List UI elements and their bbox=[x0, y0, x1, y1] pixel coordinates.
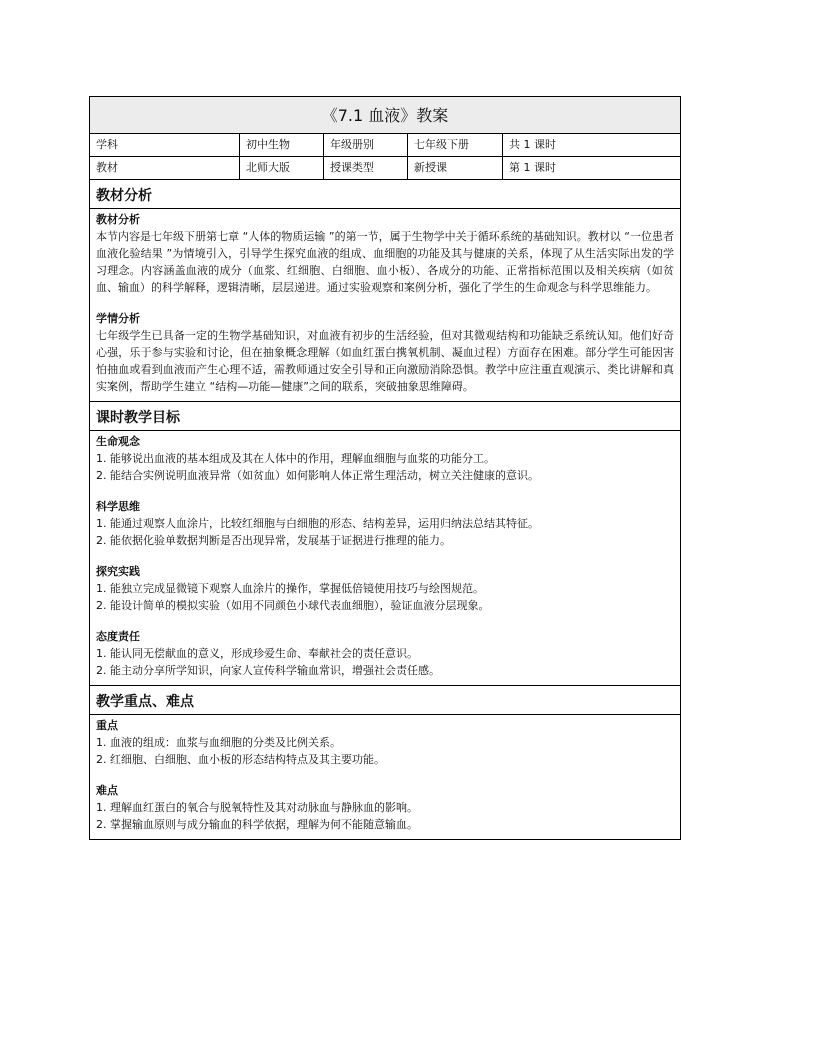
list-item: 1. 能认同无偿献血的意义，形成珍爱生命、奉献社会的责任意识。 bbox=[96, 647, 418, 660]
section-body bbox=[90, 209, 680, 401]
info-cell: 共 1 课时 bbox=[509, 138, 556, 151]
list-item: 1. 能独立完成显微镜下观察人血涂片的操作，掌握低倍镜使用技巧与绘图规范。 bbox=[96, 582, 484, 595]
paragraph: 本节内容是七年级下册第七章 “人体的物质运输 ”的第一节，属于生物学中关于循环系统的基础知识。教材以 “一位患者血液化验结果 ”为情境引入，引导学生探究血液的组成、血细胞的功能及其与健康的关系，体现了从生活实际出发的学习理念。内容涵盖血液的成分（血浆、红细胞、白细胞、血小板）、各成分的功能、正常指标范围以及相关疾病（如贫血、输血）的科学解释，逻辑清晰，层层递进。通过实验观察和案例分析，强化了学生的生命观念与科学思维能力。 bbox=[96, 230, 674, 294]
list-item: 2. 能依据化验单数据判断是否出现异常，发展基于证据进行推理的能力。 bbox=[96, 534, 451, 547]
spacer bbox=[96, 549, 674, 563]
info-cell: 北师大版 bbox=[240, 157, 324, 179]
info-cell: 授课类型 bbox=[324, 157, 408, 179]
objectives-section bbox=[90, 406, 680, 686]
list-item: 2. 能主动分享所学知识，向家人宣传科学输血常识，增强社会责任感。 bbox=[96, 664, 440, 677]
info-cell: 教材 bbox=[90, 157, 240, 179]
list-item: 1. 血液的组成：血浆与血细胞的分类及比例关系。 bbox=[96, 736, 341, 749]
subheading: 重点 bbox=[96, 719, 118, 732]
subheading: 态度责任 bbox=[96, 630, 140, 643]
spacer bbox=[96, 614, 674, 628]
spacer bbox=[96, 484, 674, 498]
list-item: 1. 理解血红蛋白的氧合与脱氧特性及其对动脉血与静脉血的影响。 bbox=[96, 801, 418, 814]
info-row bbox=[90, 134, 680, 157]
info-cell: 年级册别 bbox=[324, 134, 408, 156]
subheading: 探究实践 bbox=[96, 565, 140, 578]
info-cell: 新授课 bbox=[408, 157, 503, 179]
section-body bbox=[90, 715, 680, 839]
list-item: 2. 红细胞、白细胞、血小板的形态结构特点及其主要功能。 bbox=[96, 753, 385, 766]
document-title: 《7.1 血液》教案 bbox=[90, 97, 680, 134]
subheading: 科学思维 bbox=[96, 500, 140, 513]
subheading: 学情分析 bbox=[96, 312, 140, 325]
spacer bbox=[96, 296, 674, 310]
subheading: 难点 bbox=[96, 784, 118, 797]
section-heading: 教学重点、难点 bbox=[90, 690, 680, 715]
info-row bbox=[90, 157, 680, 180]
list-item: 2. 能设计简单的模拟实验（如用不同颜色小球代表血细胞），验证血液分层现象。 bbox=[96, 599, 490, 612]
info-cell: 学科 bbox=[90, 134, 240, 156]
subheading: 教材分析 bbox=[96, 213, 140, 226]
lesson-plan-document bbox=[89, 96, 681, 840]
analysis-section bbox=[90, 184, 680, 402]
list-item: 2. 掌握输血原则与成分输血的科学依据，理解为何不能随意输血。 bbox=[96, 818, 418, 831]
section-heading: 课时教学目标 bbox=[90, 406, 680, 431]
key-points-section bbox=[90, 690, 680, 839]
info-cell: 七年级下册 bbox=[408, 134, 503, 156]
paragraph: 七年级学生已具备一定的生物学基础知识，对血液有初步的生活经验，但对其微观结构和功能缺乏系统认知。他们好奇心强，乐于参与实验和讨论，但在抽象概念理解（如血红蛋白携氧机制、凝血过程）方面存在困难。部分学生可能因害怕抽血或看到血液而产生心理不适，需教师通过安全引导和正向激励消除恐惧。教学中应注重直观演示、类比讲解和真实案例，帮助学生建立 “结构—功能—健康”之间的联系，突破抽象思维障碍。 bbox=[96, 329, 674, 393]
section-body bbox=[90, 431, 680, 685]
list-item: 2. 能结合实例说明血液异常（如贫血）如何影响人体正常生理活动，树立关注健康的意识。 bbox=[96, 469, 539, 482]
spacer bbox=[96, 768, 674, 782]
info-cell: 初中生物 bbox=[240, 134, 324, 156]
section-heading: 教材分析 bbox=[90, 184, 680, 209]
list-item: 1. 能够说出血液的基本组成及其在人体中的作用，理解血细胞与血浆的功能分工。 bbox=[96, 452, 495, 465]
list-item: 1. 能通过观察人血涂片，比较红细胞与白细胞的形态、结构差异，运用归纳法总结其特征。 bbox=[96, 517, 539, 530]
subheading: 生命观念 bbox=[96, 435, 140, 448]
info-cell: 第 1 课时 bbox=[509, 161, 556, 174]
